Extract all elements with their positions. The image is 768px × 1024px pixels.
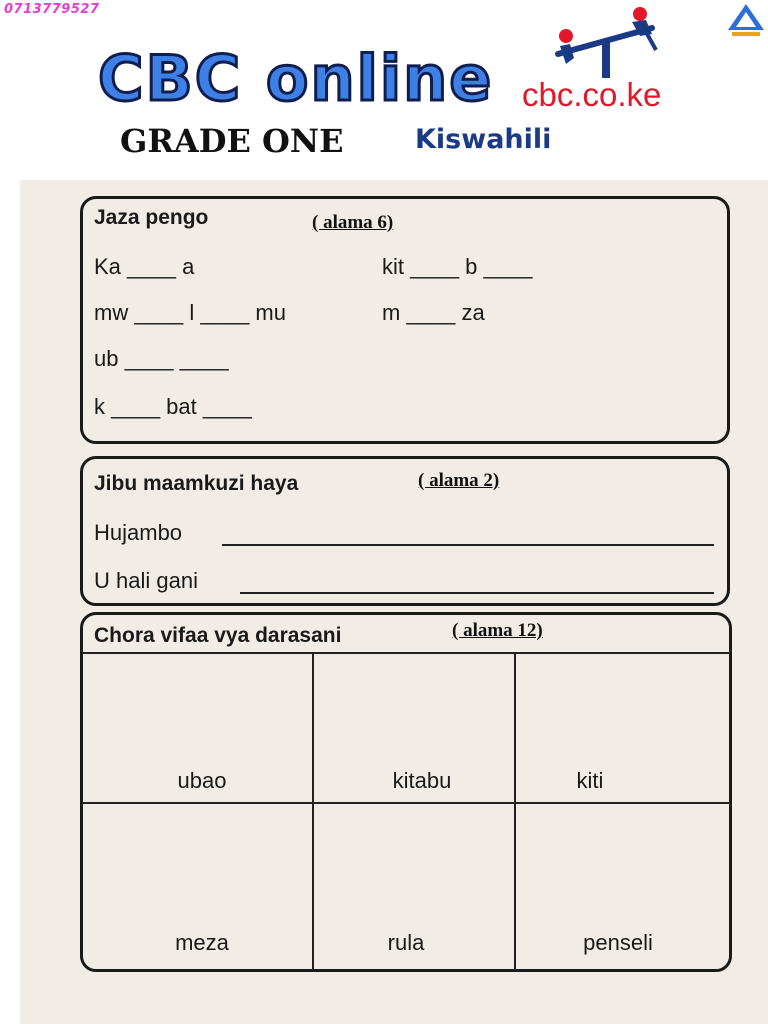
answer-line	[240, 592, 714, 594]
drawing-cell-label: meza	[175, 930, 229, 955]
gap-line: ub ____ ____	[94, 346, 229, 371]
answer-line	[222, 544, 714, 546]
grid-line	[312, 652, 314, 970]
drawing-cell-label: rula	[387, 930, 425, 955]
section3-title: Chora vifaa vya darasani	[94, 624, 342, 647]
gap-line: k ____ bat ____	[94, 394, 252, 419]
site-domain: cbc.co.ke	[522, 76, 662, 113]
grid-line	[82, 802, 730, 804]
drawing-cell-label: penseli	[583, 930, 653, 955]
gap-line: m ____ za	[382, 300, 485, 325]
brand-title: CBC online	[98, 42, 494, 115]
gap-line: mw ____ l ____ mu	[94, 300, 286, 325]
drawing-cell-label: kiti	[576, 768, 604, 793]
gap-line: kit ____ b ____	[382, 254, 533, 279]
seesaw-logo-icon	[548, 6, 668, 82]
grid-line	[82, 652, 730, 654]
grade-label: GRADE ONE	[120, 122, 344, 160]
subject-label: Kiswahili	[415, 124, 552, 155]
phone-number: 0713779527	[4, 2, 100, 17]
drawing-cell-label: kitabu	[392, 768, 452, 793]
drawing-cell-label: ubao	[177, 768, 227, 793]
section3-marks: ( alama 12)	[452, 620, 543, 641]
grid-line	[514, 652, 516, 970]
section1-title: Jaza pengo	[94, 206, 209, 229]
section2-title: Jibu maamkuzi haya	[94, 472, 299, 495]
triangle-logo-icon	[724, 0, 768, 44]
greeting-prompt: Hujambo	[94, 520, 183, 545]
section2-marks: ( alama 2)	[418, 470, 500, 491]
section1-marks: ( alama 6)	[312, 212, 394, 233]
gap-line: Ka ____ a	[94, 254, 195, 279]
greeting-prompt: U hali gani	[94, 568, 198, 593]
